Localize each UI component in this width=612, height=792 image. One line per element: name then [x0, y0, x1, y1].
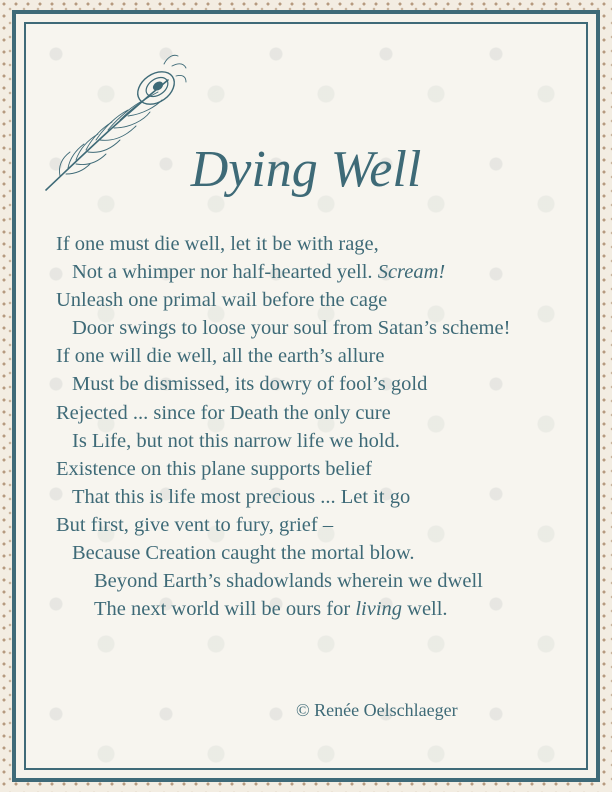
poem-line: If one will die well, all the earth’s allure — [56, 345, 385, 368]
poem-line-emphasis: Scream! — [377, 261, 446, 284]
poem-line: Must be dismissed, its dowry of fool’s gold — [72, 373, 428, 396]
poem-line-emphasis: living — [355, 598, 403, 621]
poem-body — [56, 230, 586, 623]
poem-line: If one must die well, let it be with rage, — [56, 233, 379, 255]
copyright-notice: © Renée Oelschlaeger — [296, 700, 458, 720]
poem-line: Door swings to loose your soul from Satan’s scheme! — [72, 317, 511, 340]
poem-title: Dying Well — [190, 141, 422, 198]
poem-line: Unleash one primal wail before the cage — [56, 289, 388, 312]
poem-line: Beyond Earth’s shadowlands wherein we dwell — [94, 570, 483, 593]
poem-line: Existence on this plane supports belief — [56, 457, 372, 480]
poem-line: Rejected ... since for Death the only cure — [56, 401, 391, 424]
poem-line: But first, give vent to fury, grief – — [56, 513, 334, 536]
poem-line — [56, 258, 586, 286]
poem-line-text: well. — [402, 598, 448, 621]
poem-line: That this is life most precious ... Let it go — [72, 485, 411, 508]
poem-line: Is Life, but not this narrow life we hold. — [72, 429, 400, 452]
poem-line: Because Creation caught the mortal blow. — [72, 542, 415, 565]
poem-line — [56, 595, 586, 623]
poem-line-text: Not a whimper nor half-hearted yell. — [72, 261, 378, 284]
poem-line-text: The next world will be ours for — [94, 598, 356, 621]
